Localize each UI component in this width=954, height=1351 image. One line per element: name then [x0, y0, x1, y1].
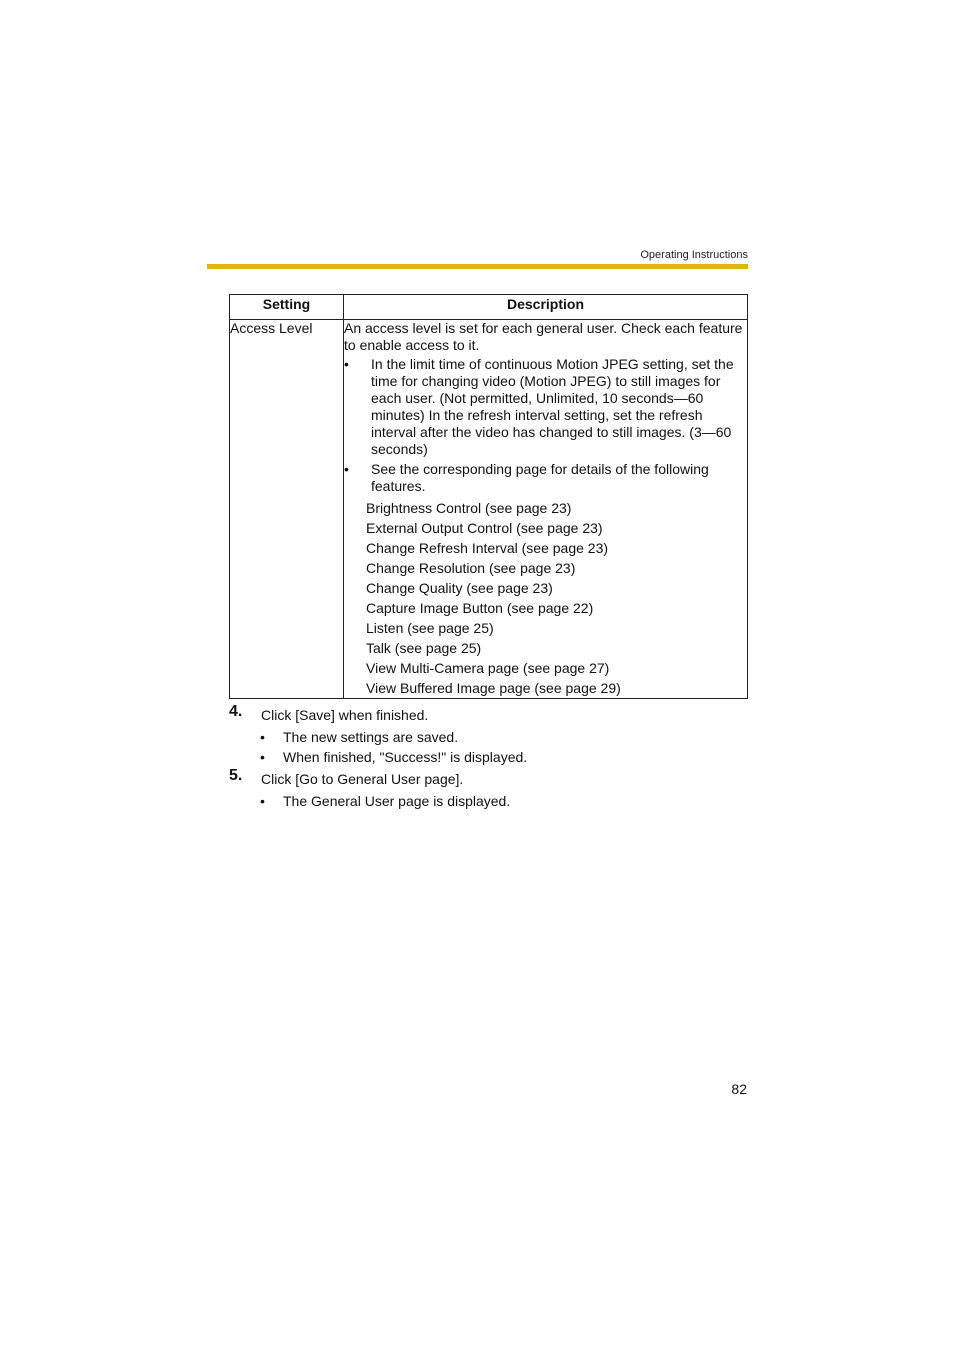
- feature-item: Capture Image Button (see page 22): [366, 600, 594, 616]
- bullet-icon: •: [260, 749, 265, 765]
- note-text: The new settings are saved.: [283, 729, 459, 745]
- note-text: When finished, "Success!" is displayed.: [283, 749, 528, 765]
- feature-item: View Buffered Image page (see page 29): [366, 680, 621, 696]
- list-item: [344, 461, 747, 495]
- feature-item: Change Resolution (see page 23): [366, 560, 576, 576]
- feature-item: Listen (see page 25): [366, 620, 494, 636]
- bullet-icon: •: [344, 356, 349, 372]
- settings-table: [229, 294, 748, 699]
- step-text: Click [Save] when finished.: [261, 707, 429, 723]
- description-cell: [344, 320, 748, 699]
- page-number: 82: [731, 1081, 747, 1097]
- feature-item: Talk (see page 25): [366, 640, 482, 656]
- list-item: [344, 356, 747, 458]
- table-row: [230, 320, 748, 699]
- feature-item: Change Refresh Interval (see page 23): [366, 540, 609, 556]
- header-rule: [207, 264, 748, 269]
- description-intro: An access level is set for each general user. Check each feature to enable access to it.: [344, 320, 743, 353]
- step-text: Click [Go to General User page].: [261, 771, 464, 787]
- setting-cell: Access Level: [230, 320, 344, 699]
- bullet-text: In the limit time of continuous Motion JPEG setting, set the time for changing video (Motion JPEG) to still images for each user. (Not permitted, Unlimited, 10 seconds—60 minutes) In the refresh interval setting, set the refresh interval after the video has changed to still images. (3—60 seconds): [371, 356, 734, 457]
- feature-item: Change Quality (see page 23): [366, 580, 553, 596]
- step-number: 4.: [229, 703, 243, 720]
- column-header-description: Description: [344, 295, 748, 320]
- note-text: The General User page is displayed.: [283, 793, 511, 809]
- feature-list: [344, 498, 747, 698]
- bullet-icon: •: [260, 793, 265, 809]
- bullet-icon: •: [344, 461, 349, 477]
- feature-item: Brightness Control (see page 23): [366, 500, 572, 516]
- feature-item: View Multi-Camera page (see page 27): [366, 660, 610, 676]
- feature-item: External Output Control (see page 23): [366, 520, 603, 536]
- step-number: 5.: [229, 767, 243, 784]
- description-bullets: [344, 356, 747, 495]
- bullet-icon: •: [260, 729, 265, 745]
- header-title: Operating Instructions: [640, 249, 748, 261]
- bullet-text: See the corresponding page for details of the following features.: [371, 461, 709, 494]
- column-header-setting: Setting: [230, 295, 344, 320]
- table-header-row: [230, 295, 748, 320]
